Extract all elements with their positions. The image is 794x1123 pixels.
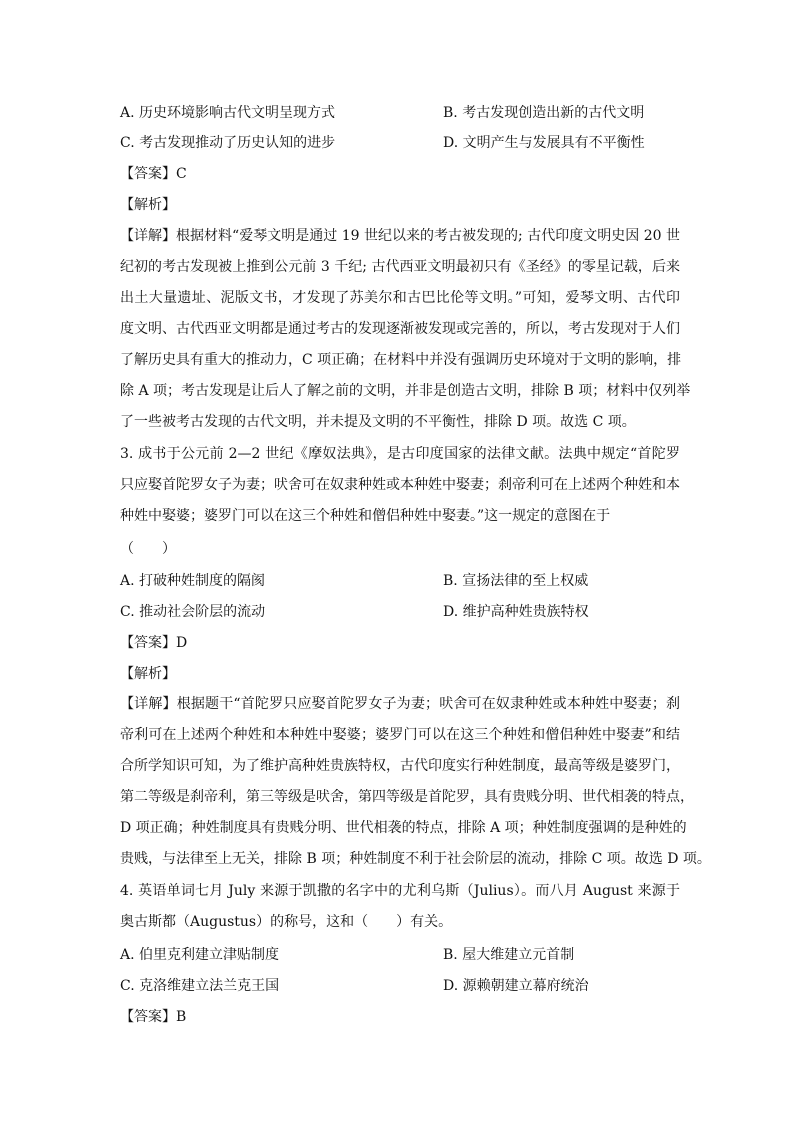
detail-line: 了一些被考古发现的古代文明，并未提及文明的不平衡性，排除 D 项。故选 C 项。: [120, 414, 636, 430]
q3-option-b: B. 宣扬法律的至上权威: [443, 573, 589, 589]
q3-option-d: D. 维护高种姓贵族特权: [443, 604, 589, 620]
answer-value: B: [176, 1009, 187, 1025]
q3-detail-paragraph: [120, 689, 711, 875]
detail-label: 【详解】: [120, 696, 177, 712]
answer-label: 【答案】: [120, 1009, 176, 1025]
detail-label: 【详解】: [120, 228, 177, 244]
detail-line: 贵贱，与法律至上无关，排除 B 项；种姓制度不利于社会阶层的流动，排除 C 项。故选 D 项。: [120, 851, 711, 867]
q4-option-a: A. 伯里克利建立津贴制度: [120, 947, 280, 963]
answer-label: 【答案】: [120, 635, 176, 651]
detail-line: 度文明、古代西亚文明都是通过考古的发现逐渐被发现或完善的，所以，考古发现对于人们: [120, 321, 680, 337]
q4-answer: [120, 1007, 680, 1027]
detail-line: 【详解】根据材料“爱琴文明是通过 19 世纪以来的考古被发现的; 古代印度文明史因 20 世: [120, 228, 680, 244]
detail-line: 除 A 项；考古发现是让后人了解之前的文明，并非是创造古文明，排除 B 项；材料中仅列举: [120, 383, 691, 399]
stem-line: 4. 英语单词七月 July 来源于凯撒的名字中的尤利乌斯（Julius）。而八月 August 来源于: [120, 883, 680, 899]
q3-answer: [120, 633, 680, 653]
q3-blank: （ ）: [120, 541, 176, 557]
q4-option-c: C. 克洛维建立法兰克王国: [120, 978, 280, 994]
q2-option-c: C. 考古发现推动了历史认知的进步: [120, 135, 336, 151]
stem-line: 3. 成书于公元前 2—2 世纪《摩奴法典》，是古印度国家的法律文献。法典中规定“首陀罗: [120, 446, 680, 462]
q3-option-a: A. 打破种姓制度的隔阂: [120, 573, 266, 589]
q4-stem: [120, 876, 680, 938]
detail-line: 帝利可在上述两个种姓和本种姓中娶婆；婆罗门可以在这三个种姓和僧侣种姓中娶妻”和结: [120, 727, 680, 743]
stem-line: 奥古斯都（Augustus）的称号，这和（ ）有关。: [120, 914, 453, 930]
stem-line: 只应娶首陀罗女子为妻；吠舍可在奴隶种姓或本种姓中娶妻；刹帝利可在上述两个种姓和本: [120, 477, 680, 493]
detail-line: D 项正确；种姓制度具有贵贱分明、世代相袭的特点，排除 A 项；种姓制度强调的是种姓的: [120, 820, 687, 836]
detail-line: 出土大量遗址、泥版文书，才发现了苏美尔和古巴比伦等文明。”可知，爱琴文明、古代印: [120, 290, 680, 306]
answer-label: 【答案】: [120, 166, 176, 182]
q4-option-b: B. 屋大维建立元首制: [443, 947, 575, 963]
q2-detail-paragraph: [120, 221, 691, 438]
q2-answer: [120, 164, 680, 184]
answer-value: D: [176, 635, 188, 651]
q2-option-d: D. 文明产生与发展具有不平衡性: [443, 135, 645, 151]
q2-option-b: B. 考古发现创造出新的古代文明: [443, 105, 645, 121]
q4-option-d: D. 源赖朝建立幕府统治: [443, 978, 589, 994]
detail-line: 合所学知识可知，为了维护高种姓贵族特权，古代印度实行种姓制度，最高等级是婆罗门，: [120, 758, 680, 774]
q3-analysis-label: 【解析】: [120, 666, 176, 682]
stem-line: 种姓中娶婆；婆罗门可以在这三个种姓和僧侣种姓中娶妻。”这一规定的意图在于: [120, 508, 611, 524]
q3-option-c: C. 推动社会阶层的流动: [120, 604, 266, 620]
detail-line: 了解历史具有重大的推动力，C 项正确；在材料中并没有强调历史环境对于文明的影响，排: [120, 352, 682, 368]
detail-line: 纪初的考古发现被上推到公元前 3 千纪; 古代西亚文明最初只有《圣经》的零星记载，后来: [120, 259, 680, 275]
q2-option-a: A. 历史环境影响古代文明呈现方式: [120, 105, 336, 121]
q3-stem: [120, 439, 680, 532]
detail-line: 【详解】根据题干“首陀罗只应娶首陀罗女子为妻；吠舍可在奴隶种姓或本种姓中娶妻；刹: [120, 696, 681, 712]
q2-analysis-label: 【解析】: [120, 197, 176, 213]
detail-line: 第二等级是刹帝利，第三等级是吠舍，第四等级是首陀罗，具有贵贱分明、世代相袭的特点，: [120, 789, 694, 805]
answer-value: C: [176, 166, 187, 182]
